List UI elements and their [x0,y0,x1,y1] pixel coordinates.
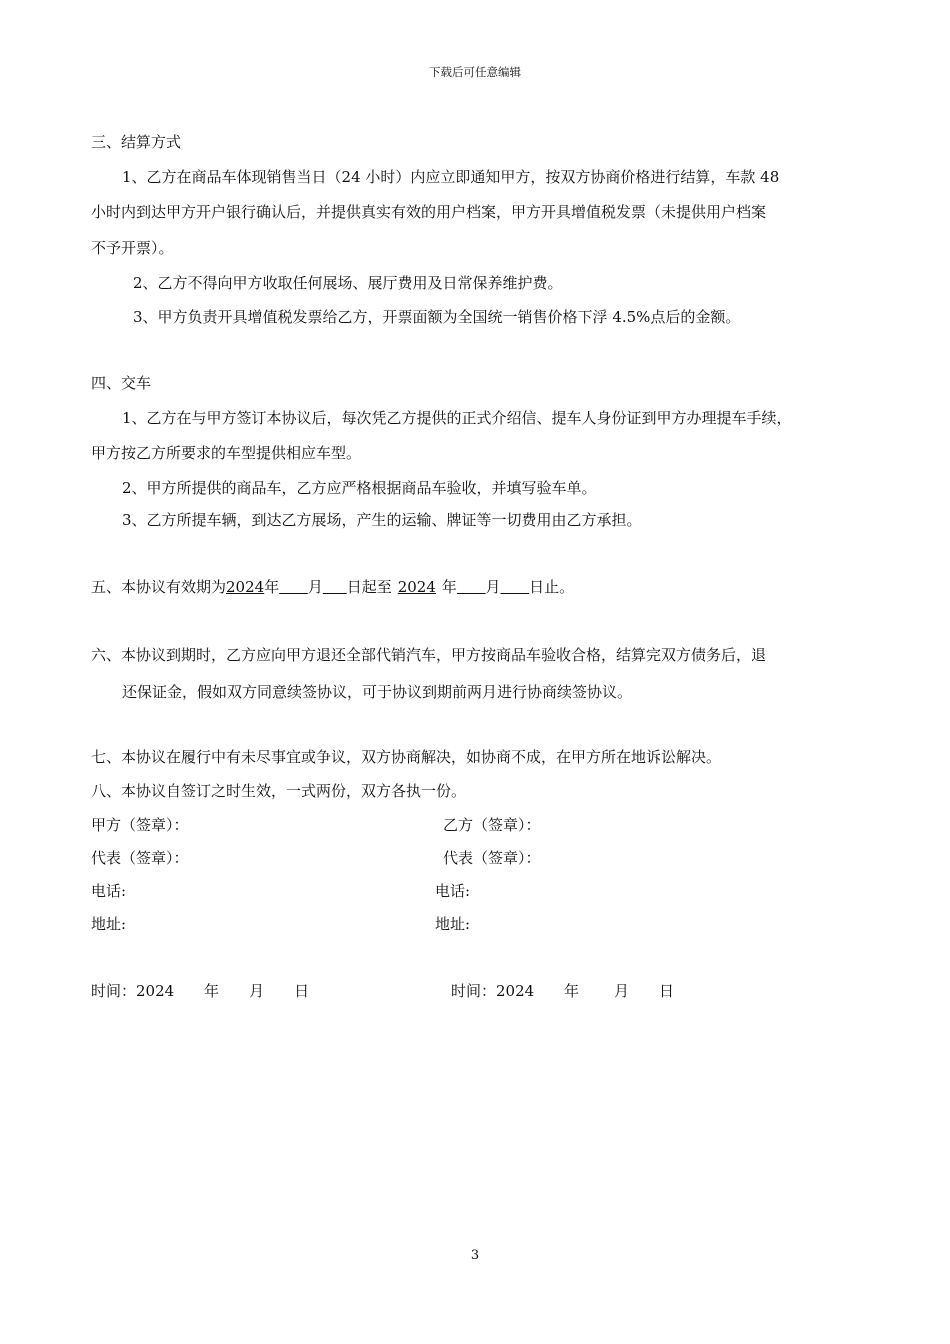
validity-year-label: 年 [264,578,280,596]
validity-month-label: 月 [307,578,323,596]
section-3-clause-1-line-1: 1、乙方在商品车体现销售当日（24 小时）内应立即通知甲方，按双方协商价格进行结算，车款 48 [122,168,780,186]
party-a-signature-label: 甲方（签章）： [91,816,189,834]
validity-end-month-blank [457,578,486,596]
section-3-clause-2: 2、乙方不得向甲方收取任何展场、展厅费用及日常保养维护费。 [133,274,563,292]
party-b-signature-label: 乙方（签章）： [443,816,541,834]
section-4-clause-3: 3、乙方所提车辆，到达乙方展场，产生的运输、牌证等一切费用由乙方承担。 [122,511,642,529]
section-3-clause-3: 3、甲方负责开具增值税发票给乙方，开票面额为全国统一销售价格下浮 4.5%点后的金额。 [133,308,741,326]
validity-end-year-label: 年 [441,578,457,596]
page-number: 3 [470,1248,480,1263]
party-b-address-label: 地址: [435,915,471,933]
section-4-clause-1-line-1: 1、乙方在与甲方签订本协议后，每次凭乙方提供的正式介绍信、提车人身份证到甲方办理提车手续， [122,409,792,427]
party-b-date-line: 时间：2024 年 月 日 [451,982,674,1000]
validity-prefix: 五、本协议有效期为 [91,578,227,596]
party-b-phone-label: 电话: [435,882,471,900]
validity-start-day-blank [323,578,347,596]
section-3-title: 三、结算方式 [91,133,182,151]
section-3-clause-1-line-2: 小时内到达甲方开户银行确认后，并提供真实有效的用户档案，甲方开具增值税发票（未提供用户档案 [91,203,767,221]
party-a-representative-label: 代表（签章）： [91,849,189,867]
validity-end-year: 2024 [397,578,436,596]
section-4-clause-1-line-2: 甲方按乙方所要求的车型提供相应车型。 [91,444,362,462]
section-5-validity [91,577,574,597]
page-header: 下载后可任意编辑 [429,65,521,79]
section-7: 七、本协议在履行中有未尽事宜或争议，双方协商解决，如协商不成，在甲方所在地诉讼解决。 [91,748,722,766]
section-6-line-2: 还保证金，假如双方同意续签协议，可于协议到期前两月进行协商续签协议。 [122,683,633,701]
validity-end-month-label: 月 [485,578,501,596]
section-6-line-1: 六、本协议到期时，乙方应向甲方退还全部代销汽车，甲方按商品车验收合格，结算完双方债务后，退 [91,646,767,664]
section-3-clause-1-line-3: 不予开票）。 [91,239,174,257]
validity-end-day-label: 日止。 [529,578,575,596]
party-b-representative-label: 代表（签章）： [443,849,541,867]
validity-end-day-blank [501,578,530,596]
validity-start-month-blank [279,578,308,596]
party-a-date-line: 时间：2024 年 月 日 [91,982,310,1000]
party-a-address-label: 地址: [91,915,127,933]
validity-start-year: 2024 [226,578,265,596]
section-4-title: 四、交车 [91,374,152,392]
section-4-clause-2: 2、甲方所提供的商品车，乙方应严格根据商品车验收，并填写验车单。 [122,479,597,497]
party-a-phone-label: 电话: [91,882,127,900]
validity-start-day-label: 日起至 [346,578,392,596]
section-8: 八、本协议自签订之时生效，一式两份，双方各执一份。 [91,782,467,800]
